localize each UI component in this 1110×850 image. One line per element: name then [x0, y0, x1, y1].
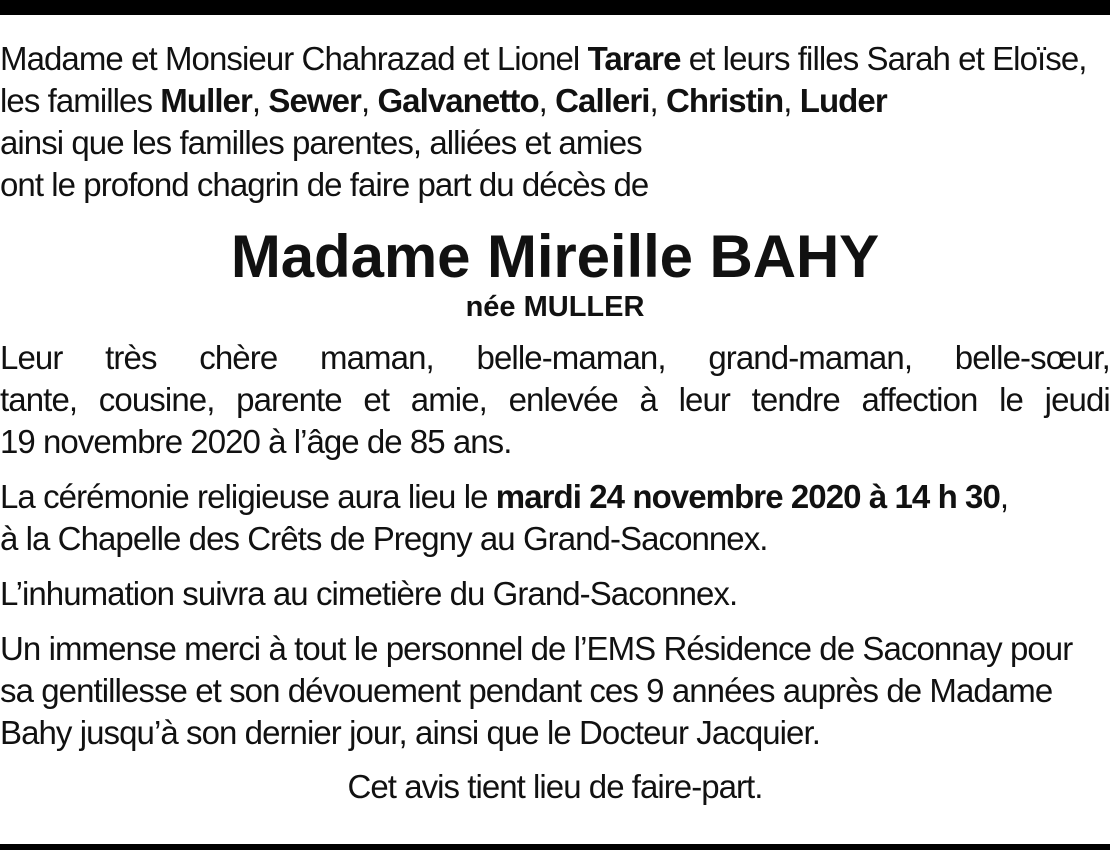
obituary-notice [0, 38, 1110, 808]
maiden-name: née MULLER [465, 291, 645, 323]
burial-line: L’inhumation suivra au cimetière du Grand-Saconnex. [0, 575, 738, 612]
intro-line-3: ainsi que les familles parentes, alliées et amies [0, 124, 642, 161]
ceremony-date-time: mardi 24 novembre 2020 à 14 h 30 [495, 478, 1000, 515]
family-name: Galvanetto [377, 82, 539, 119]
ceremony-line-2: à la Chapelle des Crêts de Pregny au Grand-Saconnex. [0, 520, 768, 557]
family-name: Christin [666, 82, 784, 119]
bottom-border-rule [0, 844, 1110, 850]
family-name-tarare: Tarare [587, 40, 681, 77]
family-name: Calleri [555, 82, 650, 119]
intro-line-1: Madame et Monsieur Chahrazad et Lionel Tarare et leurs filles Sarah et Eloïse, [0, 40, 1087, 77]
top-border-rule [0, 0, 1110, 15]
family-name: Sewer [268, 82, 361, 119]
thanks-paragraph [0, 628, 1110, 754]
intro-line-4: ont le profond chagrin de faire part du décès de [0, 166, 649, 203]
thanks-line-2: sa gentillesse et son dévouement pendant ces 9 années auprès de Madame [0, 672, 1053, 709]
tribute-line-2: tante, cousine, parente et amie, enlevée à leur tendre affection le jeudi [0, 381, 1110, 418]
tribute-paragraph [0, 337, 1110, 463]
family-name: Muller [160, 82, 252, 119]
thanks-line-3: Bahy jusqu’à son dernier jour, ainsi que le Docteur Jacquier. [0, 714, 820, 751]
tribute-line-3: 19 novembre 2020 à l’âge de 85 ans. [0, 423, 512, 460]
intro-line-2: les familles Muller, Sewer, Galvanetto, Calleri, Christin, Luder [0, 82, 887, 119]
burial-paragraph [0, 573, 1110, 615]
family-name: Luder [799, 82, 887, 119]
closing-note: Cet avis tient lieu de faire-part. [347, 768, 763, 805]
deceased-name: Madame Mireille BAHY [230, 223, 880, 290]
announcers-intro [0, 38, 1110, 206]
thanks-line-1: Un immense merci à tout le personnel de l’EMS Résidence de Saconnay pour [0, 630, 1073, 667]
ceremony-line-1: La cérémonie religieuse aura lieu le mardi 24 novembre 2020 à 14 h 30, [0, 478, 1009, 515]
ceremony-paragraph [0, 476, 1110, 560]
tribute-line-1: Leur très chère maman, belle-maman, grand-maman, belle-sœur, [0, 339, 1110, 376]
